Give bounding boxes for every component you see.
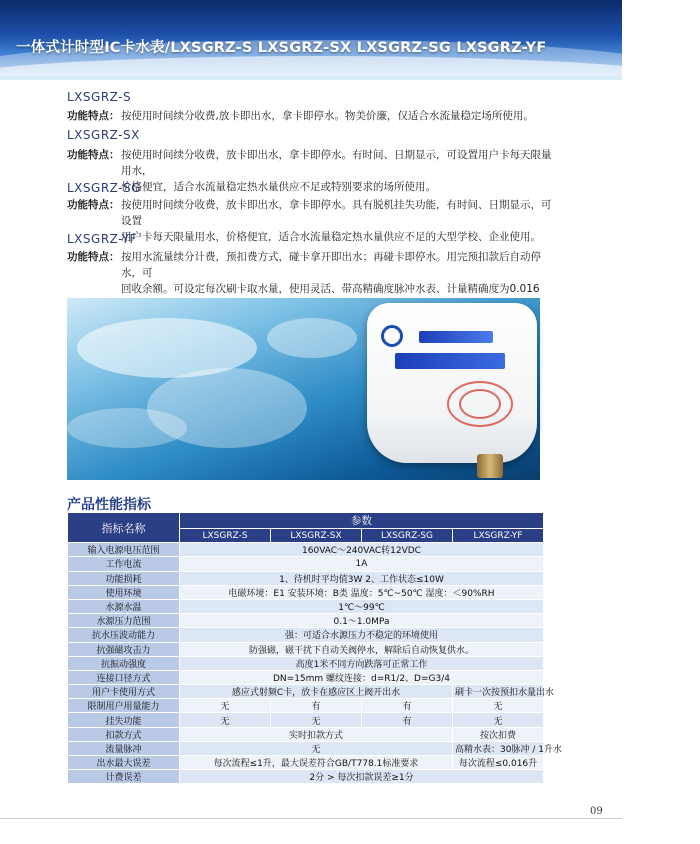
table-row [68, 656, 544, 670]
table-row [68, 571, 544, 585]
row-value: 感应式射频C卡，放卡在感应区上阀开出水 [180, 685, 453, 699]
row-cell: 无 [453, 699, 544, 713]
table-row [68, 557, 544, 571]
row-label: 工作电流 [68, 557, 180, 571]
row-label: 计费误差 [68, 770, 180, 784]
row-cell: 无 [180, 713, 271, 727]
row-label: 输入电源电压范围 [68, 543, 180, 557]
row-label: 使用环境 [68, 585, 180, 599]
row-cell: 无 [180, 699, 271, 713]
row-label: 水源压力范围 [68, 614, 180, 628]
row-value: 2分 > 每次扣款误差≥1分 [180, 770, 544, 784]
row-value: 1℃～99℃ [180, 599, 544, 613]
row-value-yf: 高精水表：30脉冲 / 1升水 [453, 741, 544, 755]
row-label: 抗水压波动能力 [68, 628, 180, 642]
row-label: 连接口径方式 [68, 670, 180, 684]
table-row [68, 585, 544, 599]
row-label: 抗振动强度 [68, 656, 180, 670]
feature-line: 按用水流量续分计费，预扣费方式，碰卡拿开即出水；再碰卡即停水。用完预扣款后自动停水，可 [121, 251, 541, 279]
page-number: 09 [590, 806, 603, 817]
table-header-model: LXSGRZ-YF [453, 529, 544, 543]
table-header-model: LXSGRZ-S [180, 529, 271, 543]
feature-line: 按使用时间续分收费,放卡即出水，拿卡即停水。物美价廉，仅适合水流量稳定场所使用。 [121, 110, 534, 122]
table-row [68, 770, 544, 784]
row-value: 电磁环境：E1 安装环境：B类 温度：5℃~50℃ 湿度：＜90%RH [180, 585, 544, 599]
product-photo [67, 298, 540, 480]
row-value: 高度1米不同方向跌落可正常工作 [180, 656, 544, 670]
header-banner [0, 0, 622, 76]
row-cell: 有 [362, 699, 453, 713]
feature-line: 按使用时间续分收费，放卡即出水，拿卡即停水。有时间、日期显示，可设置用户卡每天限量用水， [121, 149, 552, 177]
row-label: 抗强磁攻击力 [68, 642, 180, 656]
model-name-sx: LXSGRZ-SX [67, 128, 140, 142]
feature-label: 功能特点： [67, 199, 120, 211]
row-label: 用户卡使用方式 [68, 685, 180, 699]
row-label: 挂失功能 [68, 713, 180, 727]
row-label: 扣款方式 [68, 727, 180, 741]
row-value: DN=15mm 螺纹连接：d=R1/2、D=G3/4 [180, 670, 544, 684]
table-header-model: LXSGRZ-SX [271, 529, 362, 543]
table-row [68, 741, 544, 755]
row-value: 1、待机时平均值3W 2、工作状态≤10W [180, 571, 544, 585]
row-value: 1A [180, 557, 544, 571]
feature-line: 价格便宜，适合水流量稳定热水量供应不足或特别要求的场所使用。 [121, 181, 436, 193]
table-row [68, 599, 544, 613]
table-row [68, 699, 544, 713]
table-row [68, 543, 544, 557]
section-title: 产品性能指标 [67, 497, 151, 513]
water-meter-device [367, 303, 537, 463]
model-features-s [67, 108, 557, 124]
row-label: 限制用户用量能力 [68, 699, 180, 713]
row-value: 每次流程≤1升，最大误差符合GB/T778.1标准要求 [180, 756, 453, 770]
table-header-label: 指标名称 [68, 513, 180, 543]
banner-divider [0, 76, 622, 80]
meter-display-screen [395, 353, 505, 369]
row-label: 流量脉冲 [68, 741, 180, 755]
row-value: 实时扣款方式 [180, 727, 453, 741]
table-row [68, 727, 544, 741]
feature-label: 功能特点： [67, 110, 120, 122]
spec-table [67, 512, 562, 784]
row-cell: 无 [271, 713, 362, 727]
row-value-yf: 刷卡一次按预扣水量出水 [453, 685, 544, 699]
row-value: 防强磁，磁干扰下自动关阀停水，解除后自动恢复供水。 [180, 642, 544, 656]
feature-label: 功能特点： [67, 149, 120, 161]
feature-line: 用户卡每天限量用水，价格便宜，适合水流量稳定热水量供应不足的大型学校、企业使用。 [121, 231, 541, 243]
row-label: 水源水温 [68, 599, 180, 613]
model-name-s: LXSGRZ-S [67, 90, 132, 104]
table-row [68, 642, 544, 656]
row-value: 强：可适合水源压力不稳定的环境使用 [180, 628, 544, 642]
table-header-model: LXSGRZ-SG [362, 529, 453, 543]
table-row [68, 614, 544, 628]
brand-logo-icon [381, 325, 403, 347]
table-row [68, 756, 544, 770]
row-value: 无 [180, 741, 453, 755]
table-row [68, 713, 544, 727]
model-name-sg: LXSGRZ-SG [67, 181, 141, 195]
water-splash [67, 408, 187, 448]
table-header-params: 参数 [180, 513, 544, 529]
row-cell: 无 [453, 713, 544, 727]
row-label: 功能损耗 [68, 571, 180, 585]
row-value: 160VAC～240VAC转12VDC [180, 543, 544, 557]
meter-label-plate [419, 331, 493, 343]
model-name-yf: LXSGRZ-YF [67, 232, 137, 246]
card-reader-inner-icon [459, 389, 501, 419]
row-label: 出水最大误差 [68, 756, 180, 770]
row-value-yf: 每次流程≤0.016升 [453, 756, 544, 770]
table-row [68, 685, 544, 699]
table-row [68, 628, 544, 642]
footer-divider [0, 818, 622, 819]
row-value-yf: 按次扣费 [453, 727, 544, 741]
model-features-sg [67, 197, 557, 245]
row-cell: 有 [271, 699, 362, 713]
pipe-connector [477, 454, 503, 478]
row-value: 0.1～1.0MPa [180, 614, 544, 628]
table-row [68, 670, 544, 684]
feature-line: 按使用时间续分收费，放卡即出水，拿卡即停水。具有脱机挂失功能，有时间、日期显示，可设置 [121, 199, 552, 227]
row-cell: 有 [362, 713, 453, 727]
page-title: 一体式计时型IC卡水表/LXSGRZ-S LXSGRZ-SX LXSGRZ-SG LXSGRZ-YF [16, 40, 547, 56]
water-splash [267, 318, 357, 358]
feature-label: 功能特点： [67, 251, 120, 263]
feature-line: 回收余额。可设定每次刷卡取水量，使用灵活、带高精确度脉冲水表、计量精确度为0.016 [121, 283, 540, 295]
